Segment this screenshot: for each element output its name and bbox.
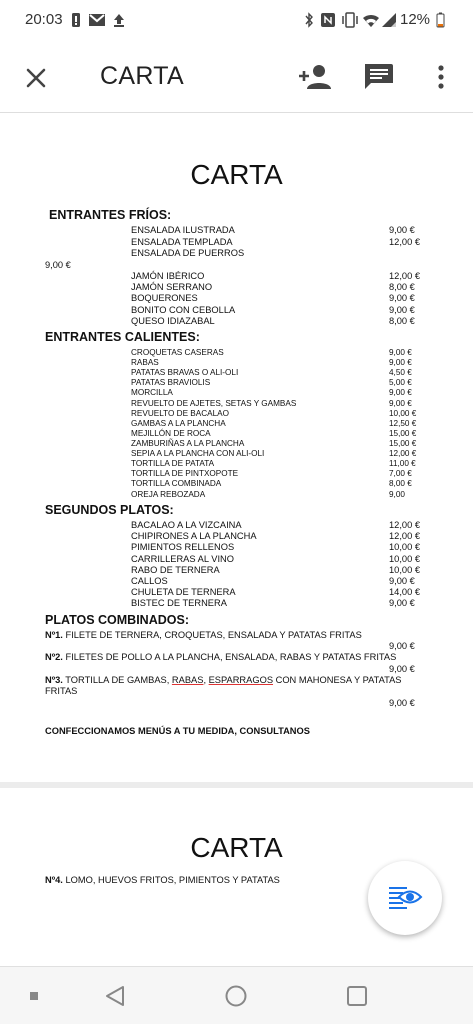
menu-item: REVUELTO DE AJETES, SETAS Y GAMBAS bbox=[131, 399, 297, 408]
menu-price: 7,00 € bbox=[389, 469, 412, 478]
combo-text: FILETES DE POLLO A LA PLANCHA, ENSALADA, RABAS Y PATATAS FRITAS bbox=[62, 652, 397, 662]
section-heading: ENTRANTES CALIENTES: bbox=[45, 330, 200, 344]
menu-price: 9,00 € bbox=[45, 260, 71, 270]
document-viewer[interactable] bbox=[0, 114, 473, 966]
page-title: CARTA bbox=[190, 832, 283, 863]
menu-item: BACALAO A LA VIZCAINA bbox=[131, 520, 242, 530]
combo-number: Nº3. bbox=[45, 675, 63, 685]
combo-text: FILETE DE TERNERA, CROQUETAS, ENSALADA Y PATATAS FRITAS bbox=[62, 630, 362, 640]
alert-icon bbox=[71, 12, 81, 28]
combo-text-misspelled: ESPARRAGOS bbox=[208, 675, 274, 685]
section-heading: PLATOS COMBINADOS: bbox=[45, 613, 189, 627]
menu-price: 12,00 € bbox=[389, 531, 421, 541]
combo-text: TORTILLA DE GAMBAS, bbox=[62, 675, 172, 685]
menu-price: 12,00 € bbox=[389, 271, 421, 281]
menu-price: 9,00 bbox=[389, 490, 405, 499]
menu-price: 12,00 € bbox=[389, 237, 421, 247]
vibrate-icon bbox=[341, 12, 359, 28]
menu-price: 10,00 € bbox=[389, 565, 421, 575]
document-page-1 bbox=[0, 114, 473, 782]
menu-item: RABO DE TERNERA bbox=[131, 565, 220, 575]
combo-text: LOMO, HUEVOS FRITOS, PIMIENTOS Y PATATAS bbox=[62, 875, 280, 885]
menu-price: 9,00 € bbox=[389, 399, 412, 408]
combo-item bbox=[45, 675, 425, 697]
menu-price: 9,00 € bbox=[389, 293, 415, 303]
combo-text-misspelled: RABAS bbox=[171, 675, 204, 685]
section-heading: SEGUNDOS PLATOS: bbox=[45, 503, 174, 517]
overview-icon[interactable] bbox=[345, 984, 369, 1008]
menu-item: MEJILLÓN DE ROCA bbox=[131, 429, 211, 438]
combo-text: , bbox=[203, 675, 209, 685]
menu-item: REVUELTO DE BACALAO bbox=[131, 409, 229, 418]
menu-item: JAMÓN SERRANO bbox=[131, 282, 213, 292]
app-bar bbox=[0, 40, 473, 113]
upload-icon bbox=[112, 12, 126, 28]
menu-price: 15,00 € bbox=[389, 429, 417, 438]
menu-price: 8,00 € bbox=[389, 479, 412, 488]
app-title: CARTA bbox=[100, 62, 184, 90]
menu-item: TORTILLA DE PATATA bbox=[131, 459, 215, 468]
combo-number: Nº2. bbox=[45, 652, 63, 662]
reading-mode-icon bbox=[387, 880, 423, 916]
menu-item: RABAS bbox=[131, 358, 159, 367]
menu-item: CHULETA DE TERNERA bbox=[131, 587, 236, 597]
menu-price: 11,00 € bbox=[389, 459, 416, 468]
menu-item: MORCILLA bbox=[131, 388, 173, 397]
menu-item: SEPIA A LA PLANCHA CON ALI-OLI bbox=[131, 449, 265, 458]
battery-icon bbox=[436, 12, 445, 28]
nfc-icon bbox=[320, 12, 336, 28]
menu-price: 10,00 € bbox=[389, 542, 421, 552]
menu-price: 8,00 € bbox=[389, 316, 415, 326]
menu-item: BOQUERONES bbox=[131, 293, 198, 303]
menu-item: OREJA REBOZADA bbox=[131, 490, 206, 499]
menu-price: 8,00 € bbox=[389, 282, 415, 292]
menu-price: 15,00 € bbox=[389, 439, 417, 448]
menu-item: CALLOS bbox=[131, 576, 168, 586]
menu-item: CARRILLERAS AL VINO bbox=[131, 554, 234, 564]
combo-item bbox=[45, 652, 425, 663]
home-icon[interactable] bbox=[224, 984, 248, 1008]
menu-item: ENSALADA TEMPLADA bbox=[131, 237, 233, 247]
menu-price: 4,50 € bbox=[389, 368, 412, 377]
menu-item: ENSALADA DE PUERROS bbox=[131, 248, 245, 258]
menu-price: 12,00 € bbox=[389, 520, 421, 530]
menu-price: 12,00 € bbox=[389, 449, 417, 458]
menu-item: PATATAS BRAVAS O ALI-OLI bbox=[131, 368, 239, 377]
menu-item: TORTILLA DE PINTXOPOTE bbox=[131, 469, 239, 478]
combo-price: 9,00 € bbox=[389, 698, 415, 708]
page-title: CARTA bbox=[190, 159, 283, 190]
menu-price: 9,00 € bbox=[389, 576, 415, 586]
section-heading: ENTRANTES FRÍOS: bbox=[49, 208, 172, 222]
comment-icon[interactable] bbox=[362, 62, 396, 92]
footer-note: CONFECCIONAMOS MENÚS A TU MEDIDA, CONSULTANOS bbox=[45, 726, 310, 736]
menu-price: 9,00 € bbox=[389, 225, 415, 235]
menu-item: ZAMBURIÑAS A LA PLANCHA bbox=[131, 439, 245, 448]
signal-icon bbox=[381, 12, 397, 28]
status-bar bbox=[0, 0, 473, 40]
combo-price: 9,00 € bbox=[389, 641, 415, 651]
combo-text: CON MAHONESA Y PATATAS FRITAS bbox=[45, 675, 402, 696]
combo-number: Nº4. bbox=[45, 875, 63, 885]
reading-mode-button[interactable] bbox=[368, 861, 442, 935]
bluetooth-icon bbox=[303, 12, 315, 28]
battery-percent: 12% bbox=[400, 11, 431, 28]
status-time: 20:03 bbox=[25, 11, 63, 28]
menu-item: TORTILLA COMBINADA bbox=[131, 479, 222, 488]
menu-price: 9,00 € bbox=[389, 305, 415, 315]
menu-price: 9,00 € bbox=[389, 358, 412, 367]
combo-item bbox=[45, 875, 425, 886]
menu-price: 9,00 € bbox=[389, 598, 415, 608]
menu-price: 12,50 € bbox=[389, 419, 417, 428]
menu-item: QUESO IDIAZABAL bbox=[131, 316, 215, 326]
menu-price: 10,00 € bbox=[389, 554, 421, 564]
menu-price: 14,00 € bbox=[389, 587, 421, 597]
menu-price: 9,00 € bbox=[389, 388, 412, 397]
menu-item: CROQUETAS CASERAS bbox=[131, 348, 224, 357]
combo-number: Nº1. bbox=[45, 630, 63, 640]
close-icon[interactable] bbox=[22, 64, 50, 92]
combo-item bbox=[45, 630, 425, 641]
menu-price: 5,00 € bbox=[389, 378, 412, 387]
wifi-icon bbox=[362, 12, 380, 28]
recents-dot-icon[interactable] bbox=[29, 991, 39, 1001]
back-icon[interactable] bbox=[103, 984, 127, 1008]
gmail-icon bbox=[88, 12, 106, 28]
menu-price: 9,00 € bbox=[389, 348, 412, 357]
menu-item: JAMÓN IBÉRICO bbox=[131, 271, 205, 281]
menu-item: CHIPIRONES A LA PLANCHA bbox=[131, 531, 257, 541]
combo-price: 9,00 € bbox=[389, 664, 415, 674]
more-vert-icon[interactable] bbox=[424, 62, 458, 92]
navigation-bar bbox=[0, 966, 473, 1024]
menu-item: ENSALADA ILUSTRADA bbox=[131, 225, 235, 235]
menu-item: BISTEC DE TERNERA bbox=[131, 598, 227, 608]
add-person-icon[interactable] bbox=[298, 62, 332, 92]
menu-item: PATATAS BRAVIOLIS bbox=[131, 378, 211, 387]
menu-item: BONITO CON CEBOLLA bbox=[131, 305, 236, 315]
menu-item: PIMIENTOS RELLENOS bbox=[131, 542, 235, 552]
menu-item: GAMBAS A LA PLANCHA bbox=[131, 419, 226, 428]
menu-price: 10,00 € bbox=[389, 409, 417, 418]
